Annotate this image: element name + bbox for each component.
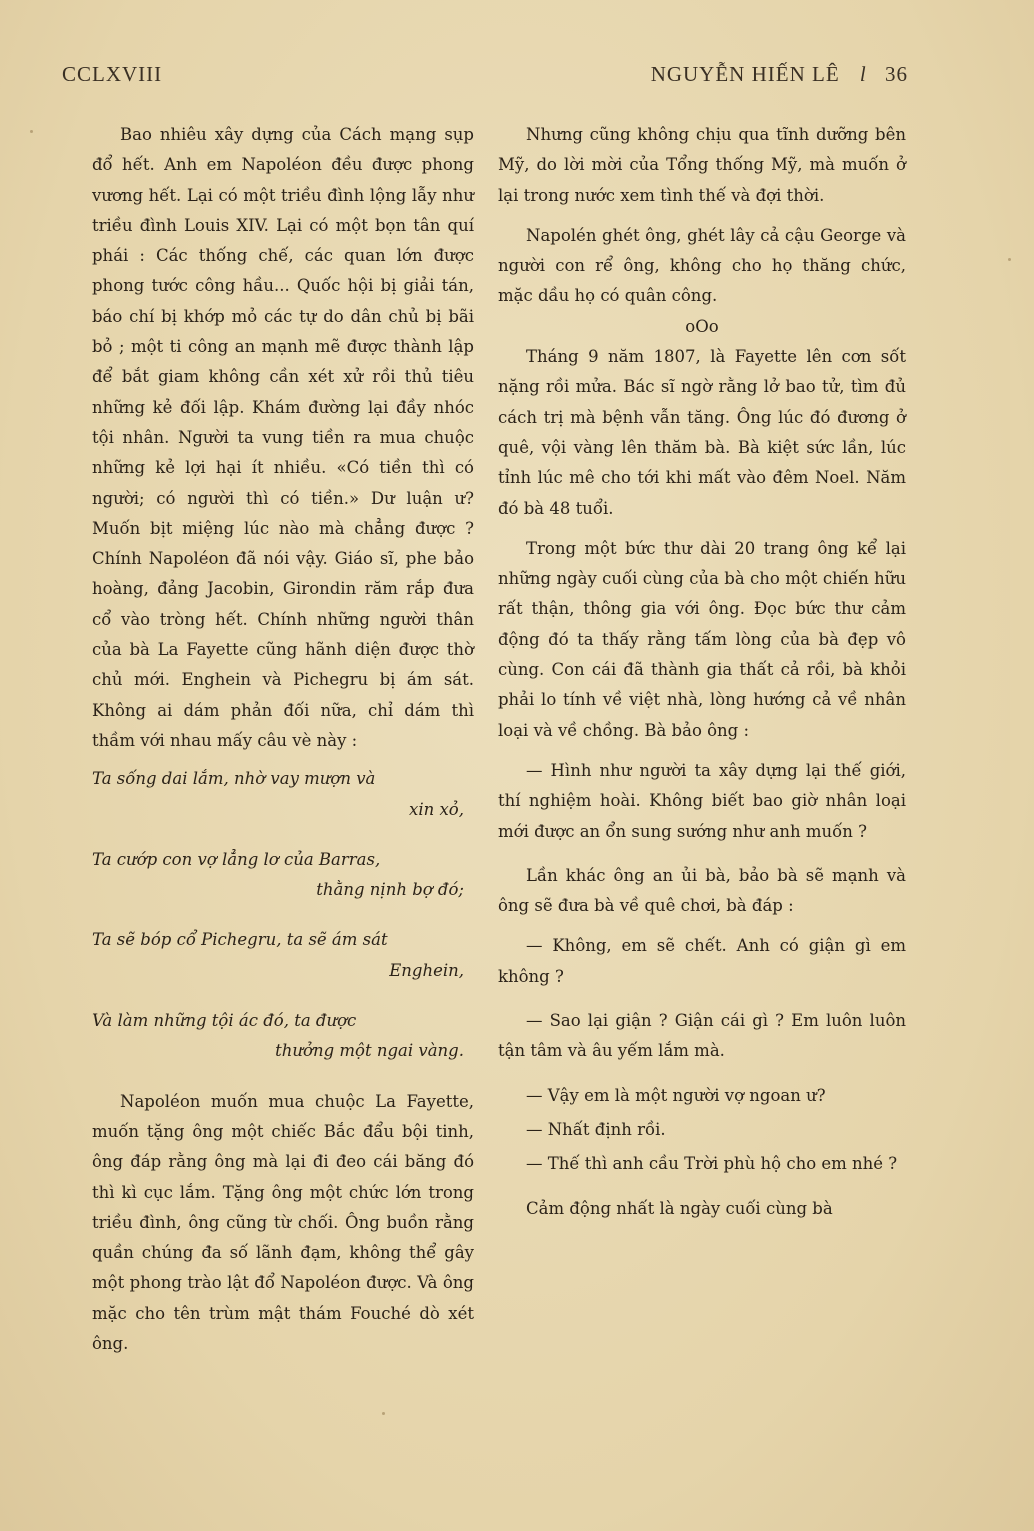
chapter-numeral: CCLXVIII — [62, 62, 163, 86]
dialogue-line: — Hình như người ta xây dựng lại thế giới, thí nghiệm hoài. Không biết bao giờ nhân loại mới được an ổn sung sướng như anh muốn ? — [498, 760, 906, 841]
paper-spot — [382, 1412, 385, 1415]
poem-verse — [92, 845, 474, 906]
verse-line: thằng nịnh bợ đó; — [316, 880, 464, 900]
dialogue-line: — Thế thì anh cầu Trời phù hộ cho em nhé ? — [526, 1154, 898, 1174]
poem-verse — [92, 925, 474, 986]
paragraph: Bao nhiêu xây dựng của Cách mạng sụp đổ hết. Anh em Napoléon đều được phong vương hết. Lại có một triều đình lộng lẫy như triều đình Louis XIV. Lại có một bọn tân quí phái : Các thống chế, các quan lớn được phong tước công hầu... Quốc hội bị giải tán, báo chí bị khớp mỏ các tự do dân chủ bị bãi bỏ ; một ti công an mạnh mẽ được thành lập để bắt giam không cần xét xử rồi thủ tiêu những kẻ đối lập. Khám đường lại đầy nhóc tội nhân. Người ta vung tiền ra mua chuộc những kẻ lợi hại ít nhiều. «Có tiền thì có người; có người thì có tiền.» Dư luận ư? Muốn bịt miệng lúc nào mà chẳng được ? Chính Napoléon đã nói vậy. Giáo sĩ, phe bảo hoàng, đảng Jacobin, Girondin răm rắp đưa cổ vào tròng hết. Chính những người thân của bà La Fayette cũng hãnh diện được thờ chủ mới. Enghein và Pichegru bị ám sát. Không ai dám phản đối nữa, chỉ dám thì thầm với nhau mấy câu vè này : — [92, 125, 474, 750]
author-page-number — [651, 62, 908, 87]
dialogue-line: — Vậy em là một người vợ ngoan ư? — [526, 1085, 826, 1105]
verse-line: Và làm những tội ác đó, ta được — [92, 1011, 357, 1031]
verse-line: thưởng một ngai vàng. — [275, 1041, 464, 1061]
dialogue-line: — Không, em sẽ chết. Anh có giận gì em không ? — [498, 936, 906, 986]
paragraph: Nhưng cũng không chịu qua tĩnh dưỡng bên Mỹ, do lời mời của Tổng thống Mỹ, mà muốn ở lại trong nước xem tình thế và đợi thời. — [498, 125, 906, 205]
left-column — [92, 120, 474, 1359]
verse-line: xin xỏ, — [409, 799, 464, 819]
paragraph: Cảm động nhất là ngày cuối cùng bà — [526, 1198, 833, 1218]
section-separator: oOo — [685, 316, 719, 336]
paragraph: Lần khác ông an ủi bà, bảo bà sẽ mạnh và ông sẽ đưa bà về quê chơi, bà đáp : — [498, 865, 906, 916]
paragraph: Napolén ghét ông, ghét lây cả cậu George và người con rể ông, không cho họ thăng chức, mặc dầu họ có quân công. — [498, 225, 906, 306]
author-name: NGUYỄN HIẾN LÊ — [650, 62, 840, 86]
poem-verse — [92, 1006, 474, 1067]
verse-line: Ta sẽ bóp cổ Pichegru, ta sẽ ám sát — [92, 930, 388, 950]
paper-spot — [1008, 258, 1011, 261]
dialogue-line: — Sao lại giận ? Giận cái gì ? Em luôn luôn tận tâm và âu yếm lắm mà. — [498, 1011, 906, 1061]
verse-line: Ta cướp con vợ lẳng lơ của Barras, — [92, 849, 381, 869]
paragraph: Napoléon muốn mua chuộc La Fayette, muốn tặng ông một chiếc Bắc đẩu bội tinh, ông đáp rằng ông mà lại đi đeo cái băng đó thì kì cục lắm. Tặng ông một chức lớn trong triều đình, ông cũng từ chối. Ông buồn rằng quần chúng đa số lãnh đạm, không thể gây một phong trào lật đổ Napoléon được. Và ông mặc cho tên trùm mật thám Fouché dò xét ông. — [92, 1091, 474, 1353]
poem-verse — [92, 764, 474, 825]
paragraph: Trong một bức thư dài 20 trang ông kể lại những ngày cuối cùng của bà cho một chiến hữu rất thận, thông gia với ông. Đọc bức thư cảm động đó ta thấy rằng tấm lòng của bà đẹp vô cùng. Con cái đã thành gia thất cả rồi, bà khỏi phải lo tính về việt nhà, lòng hướng cả về nhân loại và về chồng. Bà bảo ông : — [498, 538, 906, 740]
page-number: 36 — [885, 62, 908, 86]
right-column — [498, 120, 906, 1224]
poem — [92, 764, 474, 1066]
running-header — [62, 58, 908, 94]
verse-line: Enghein, — [389, 960, 464, 980]
paragraph: Tháng 9 năm 1807, là Fayette lên cơn sốt nặng rồi mửa. Bác sĩ ngờ rằng lở bao tử, tìm đủ cách trị mà bệnh vẫn tăng. Ông lúc đó đương ở quê, vội vàng lên thăm bà. Bà kiệt sức lần, lúc tỉnh lúc mê cho tới khi mất vào đêm Noel. Năm đó bà 48 tuổi. — [498, 347, 906, 518]
paper-spot — [30, 130, 33, 133]
dialogue-line: — Nhất định rồi. — [526, 1119, 666, 1139]
page-marker: l — [859, 62, 867, 86]
verse-line: Ta sống dai lắm, nhờ vay mượn và — [92, 769, 376, 789]
